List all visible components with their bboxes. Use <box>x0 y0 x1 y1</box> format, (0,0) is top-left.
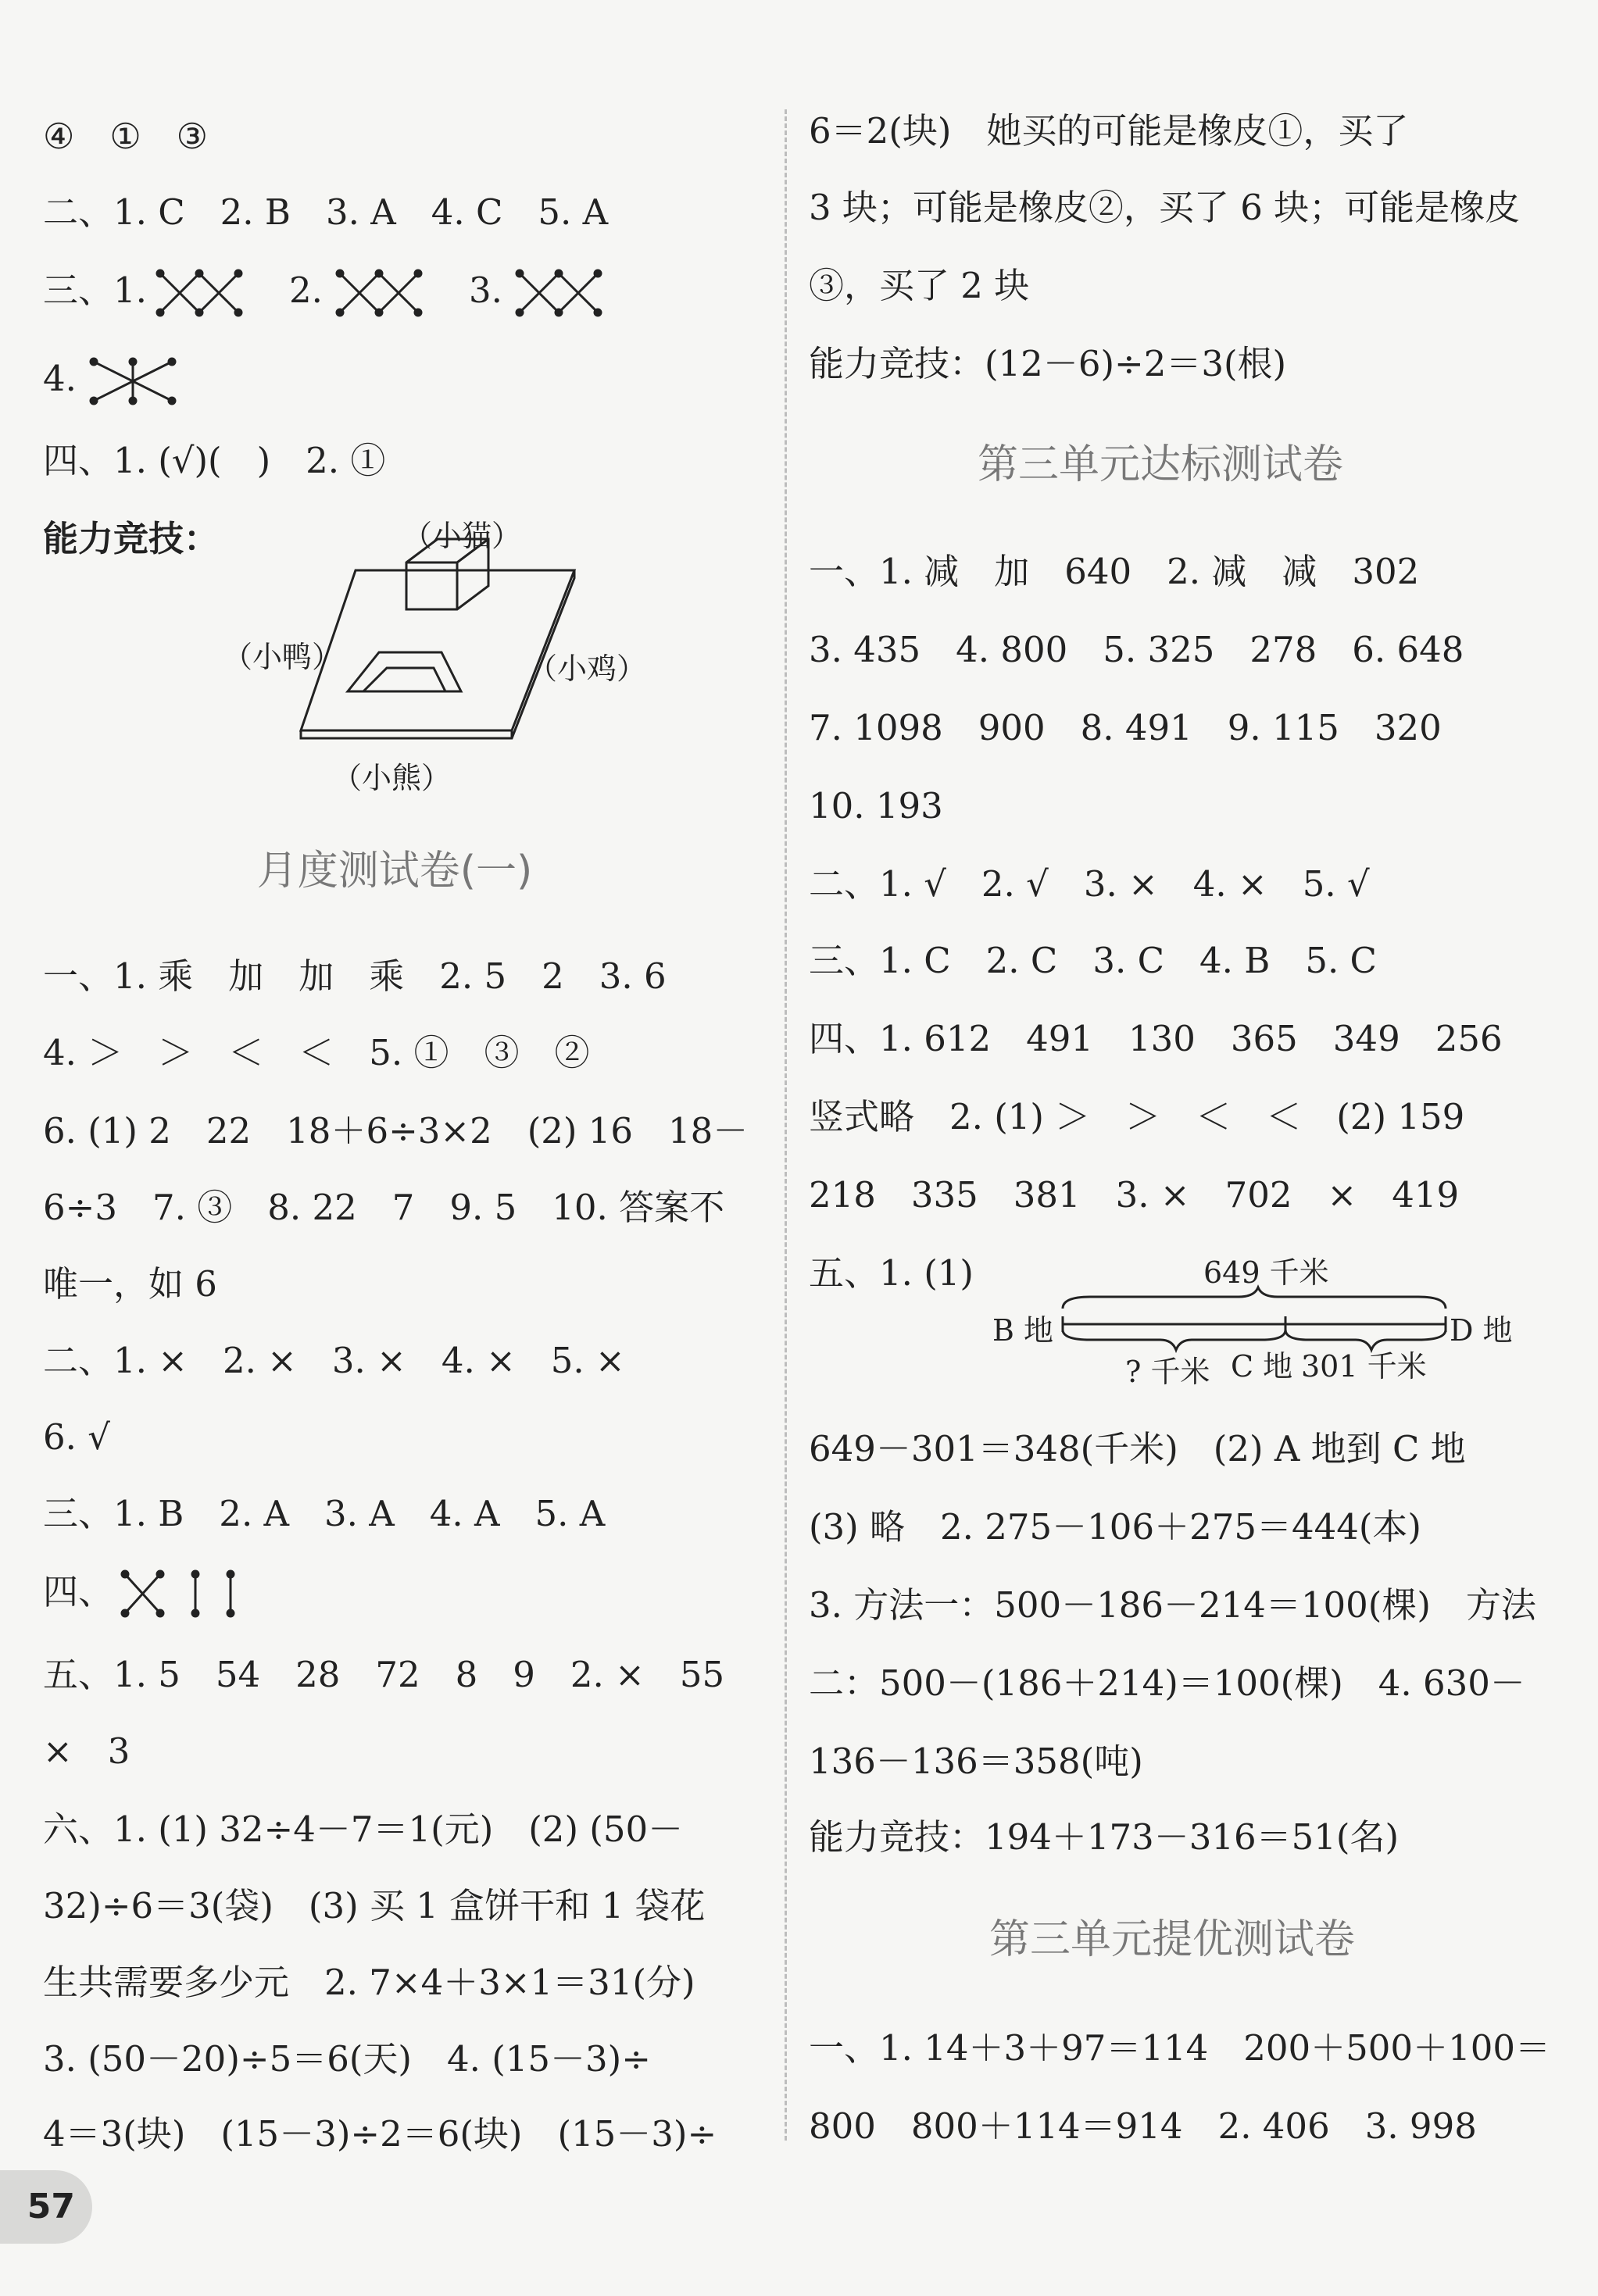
answer-line: ④ ① ③ <box>43 116 209 157</box>
distance-diagram <box>1059 1281 1450 1359</box>
answer-line: 六、1. (1) 32÷4－7＝1(元) (2) (50－ <box>43 1809 684 1850</box>
answer-line: 二、1. √ 2. √ 3. × 4. × 5. √ <box>809 863 1370 905</box>
match-label: 2. <box>289 270 323 311</box>
answer-line: 四、1. (√)( ) 2. ① <box>43 440 386 481</box>
answer-line: 能力竞技：194＋173－316＝51(名) <box>809 1816 1400 1858</box>
answer-line: 3. 方法一：500－186－214＝100(棵) 方法 <box>809 1584 1536 1626</box>
answer-line: 3 块；可能是橡皮②，买了 6 块；可能是橡皮 <box>809 187 1521 228</box>
answer-line: 生共需要多少元 2. 7×4＋3×1＝31(分) <box>43 1962 695 2003</box>
answer-line: 3. 435 4. 800 5. 325 278 6. 648 <box>809 629 1464 670</box>
matching-star <box>94 358 188 405</box>
diagram-b3-label: 301 千米 <box>1301 1349 1427 1384</box>
answer-line: × 3 <box>43 1730 130 1772</box>
challenge-label: 能力竞技： <box>43 518 220 559</box>
answer-line: 三、1. <box>43 270 147 311</box>
answer-line: (3) 略 2. 275－106＋275＝444(本) <box>809 1506 1421 1548</box>
page-number: 57 <box>0 2170 92 2244</box>
answer-line: 四、1. 612 491 130 365 349 256 <box>809 1018 1503 1059</box>
answer-line: 二、1. × 2. × 3. × 4. × 5. × <box>43 1340 625 1381</box>
answer-line: 4. ＞ ＞ ＜ ＜ 5. ① ③ ② <box>43 1032 590 1073</box>
answer-line: 6＝2(块) 她买的可能是橡皮①，买了 <box>809 110 1409 152</box>
match-label: 3. <box>469 270 502 311</box>
answer-line: 800 800＋114＝914 2. 406 3. 998 <box>809 2105 1477 2147</box>
answer-line: 二：500－(186＋214)＝100(棵) 4. 630－ <box>809 1662 1525 1704</box>
answer-line: 一、1. 乘 加 加 乘 2. 5 2 3. 6 <box>43 955 667 997</box>
diagram-right-label: D 地 <box>1450 1313 1513 1348</box>
diagram-b2-label: C 地 <box>1231 1349 1293 1384</box>
section-heading: 第三单元达标测试卷 <box>977 441 1343 488</box>
diagram-b1-label: ? 千米 <box>1125 1355 1210 1389</box>
answer-line: 3. (50－20)÷5＝6(天) 4. (15－3)÷ <box>43 2038 651 2080</box>
label-duck: （小鸭） <box>223 640 342 674</box>
answer-line: 6÷3 7. ③ 8. 22 7 9. 5 10. 答案不 <box>43 1187 725 1228</box>
label-cat: （小猫） <box>402 519 522 553</box>
section-heading: 第三单元提优测试卷 <box>988 1916 1355 1963</box>
answer-line: 136－136＝358(吨) <box>809 1741 1143 1782</box>
answer-line: 32)÷6＝3(袋) (3) 买 1 盒饼干和 1 袋花 <box>43 1885 706 1926</box>
answer-line: 能力竞技：(12－6)÷2＝3(根) <box>809 343 1287 384</box>
answer-line: 四、 <box>43 1571 114 1612</box>
answer-line: 6. √ <box>43 1416 110 1458</box>
answer-line: 一、1. 14＋3＋97＝114 200＋500＋100＝ <box>809 2027 1550 2069</box>
answer-line: 一、1. 减 加 640 2. 减 减 302 <box>809 551 1420 592</box>
label-bear: （小熊） <box>332 761 452 795</box>
answer-line: 218 335 381 3. × 702 × 419 <box>809 1174 1460 1216</box>
answer-line: ③，买了 2 块 <box>809 265 1030 306</box>
section-heading: 月度测试卷(一) <box>256 848 533 894</box>
diagram-left-label: B 地 <box>992 1313 1054 1348</box>
answer-line: 五、1. 5 54 28 72 8 9 2. × 55 <box>43 1654 725 1695</box>
answer-line: 7. 1098 900 8. 491 9. 115 320 <box>809 707 1442 748</box>
answer-line: 4. <box>43 358 77 399</box>
matching-answer-4 <box>121 1570 293 1617</box>
answer-line: 三、1. C 2. C 3. C 4. B 5. C <box>809 940 1377 981</box>
answer-line: 唯一，如 6 <box>43 1263 217 1305</box>
answer-line: 4＝3(块) (15－3)÷2＝6(块) (15－3)÷ <box>43 2113 717 2155</box>
matching-lines-3 <box>520 270 613 316</box>
answer-line: 五、1. (1) <box>809 1252 974 1294</box>
answer-line: 三、1. B 2. A 3. A 4. A 5. A <box>43 1493 606 1534</box>
view-figure <box>301 547 598 750</box>
answer-line: 10. 193 <box>809 785 943 827</box>
label-chicken: （小鸡） <box>527 652 647 686</box>
answer-line: 竖式略 2. (1) ＞ ＞ ＜ ＜ (2) 159 <box>809 1096 1465 1137</box>
matching-lines-2 <box>340 270 434 316</box>
answer-line: 6. (1) 2 22 18＋6÷3×2 (2) 16 18－ <box>43 1110 749 1152</box>
answer-line: 二、1. C 2. B 3. A 4. C 5. A <box>43 191 609 233</box>
diagram-total-label: 649 千米 <box>1203 1255 1329 1290</box>
column-divider <box>785 109 787 2141</box>
answer-line: 649－301＝348(千米) (2) A 地到 C 地 <box>809 1428 1466 1469</box>
